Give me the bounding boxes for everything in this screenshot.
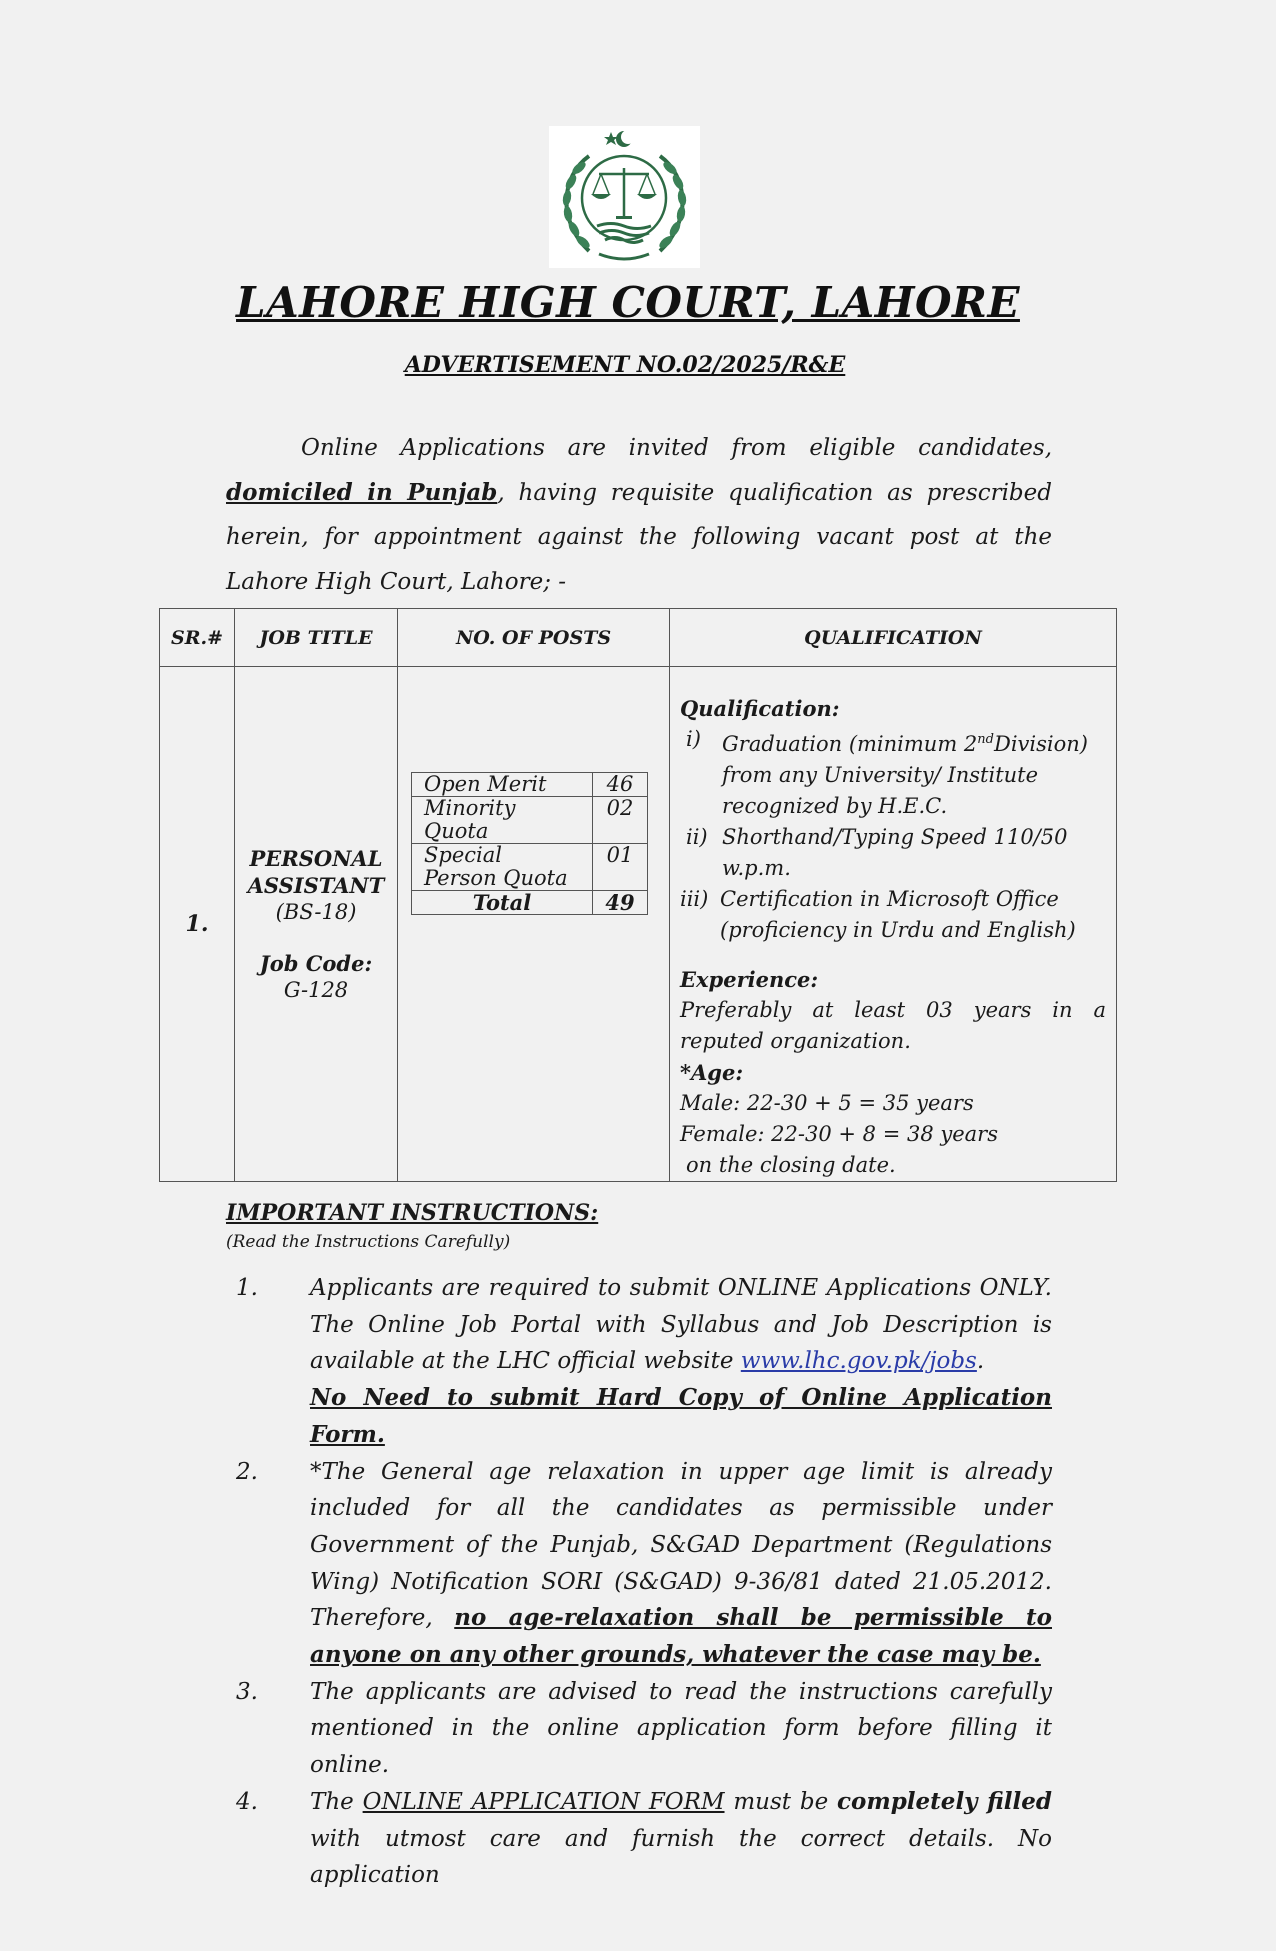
posts-cell (398, 667, 670, 1182)
list-item (230, 1784, 1052, 1894)
posts-total-row (412, 891, 648, 915)
job-title-line1: PERSONAL (249, 845, 383, 871)
item-text-3: with utmost care and furnish the correct details. No application (310, 1825, 1052, 1889)
list-item (230, 1674, 1052, 1784)
experience-heading: Experience: (680, 967, 819, 992)
header-qualification: QUALIFICATION (670, 609, 1117, 667)
item-bold: completely filled (837, 1787, 1052, 1815)
experience-line2: reputed organization. (680, 1029, 911, 1053)
qualification-marker: i) (686, 727, 701, 751)
experience-line1: Preferably at least 03 years in a (680, 998, 1106, 1022)
age-male: Male: 22-30 + 5 = 35 years (680, 1091, 974, 1115)
posts-value: 02 (593, 797, 648, 844)
intro-emphasis: domiciled in Punjab (226, 478, 498, 506)
job-code: G-128 (283, 977, 349, 1002)
qualification-text (722, 724, 1106, 822)
posts-label: Open Merit (412, 773, 593, 797)
lhc-emblem-logo (549, 126, 700, 268)
item-text: The applicants are advised to read the instructions carefully mentioned in the online application form before filling it online. (310, 1678, 1052, 1779)
qualification-heading: Qualification: (680, 696, 840, 721)
item-number: 4. (236, 1788, 258, 1815)
instructions-subheading: (Read the Instructions Carefully) (226, 1232, 511, 1252)
item-number: 3. (236, 1678, 258, 1705)
posts-total-label: Total (412, 891, 593, 915)
vacancy-table (159, 608, 1117, 1182)
posts-row (412, 797, 648, 844)
qualification-item (680, 724, 1106, 822)
item-text-2: must be (724, 1788, 838, 1815)
header-sr: SR.# (160, 609, 235, 667)
item-emphasis: No Need to submit Hard Copy of Online Application Form. (310, 1384, 1052, 1448)
age-heading: *Age: (680, 1060, 744, 1085)
posts-row (412, 844, 648, 891)
qualification-marker: iii) (680, 887, 709, 911)
qualification-text: Certification in Microsoft Office (proficiency in Urdu and English) (720, 887, 1076, 942)
item-text-end: . (976, 1348, 985, 1375)
header-job-title: JOB TITLE (235, 609, 398, 667)
intro-paragraph (226, 426, 1052, 604)
table-header-row (160, 609, 1117, 667)
intro-text-1: Online Applications are invited from eligible candidates, (301, 435, 1052, 461)
item-number: 1. (236, 1275, 258, 1301)
item-text: *The General age relaxation in upper age limit is already included for all the candidates as permissible under Government of the Punjab, S&GAD Department (Regulations Wing) Notification SORI (S&GAD) 9-36/81 dated 21.05.2012. Therefore, (310, 1458, 1052, 1632)
age-note: on the closing date. (686, 1153, 896, 1177)
job-code-label: Job Code: (259, 950, 373, 976)
job-title-cell (235, 667, 398, 1182)
item-number: 2. (236, 1458, 258, 1485)
list-item (230, 1270, 1052, 1454)
list-item (230, 1454, 1052, 1674)
scales-emblem-icon (549, 126, 700, 268)
posts-value: 46 (593, 773, 648, 797)
age-female: Female: 22-30 + 8 = 38 years (680, 1122, 998, 1146)
posts-label: Special Person Quota (412, 844, 593, 891)
instructions-heading: IMPORTANT INSTRUCTIONS: (226, 1200, 599, 1226)
page-title: LAHORE HIGH COURT, LAHORE (236, 278, 1020, 327)
job-scale: (BS-18) (275, 899, 357, 924)
item-text: Applicants are required to submit ONLINE Applications ONLY. The Online Job Portal with Syllabus and Job Description is available at the LHC official website (310, 1275, 1052, 1375)
posts-row (412, 773, 648, 797)
header-posts: NO. OF POSTS (398, 609, 670, 667)
advertisement-number: ADVERTISEMENT NO.02/2025/R&E (404, 352, 846, 378)
table-row (160, 667, 1117, 1182)
item-underlined: ONLINE APPLICATION FORM (362, 1788, 725, 1815)
intro-text-2: , having requisite qualification as prescribed herein, for appointment against the following vacant post at the Lahore High Court, Lahore; - (226, 479, 1052, 595)
qualification-text-b: Division) from any University/ Institute recognized by H.E.C. (722, 732, 1088, 818)
qualification-text-a: Graduation (minimum 2 (722, 732, 978, 756)
qualification-list (680, 724, 1106, 946)
qualification-item (680, 822, 1106, 884)
posts-total-value: 49 (593, 891, 648, 915)
posts-breakdown-table (411, 772, 648, 915)
qualification-item (680, 884, 1106, 946)
jobs-portal-link[interactable]: www.lhc.gov.pk/jobs (740, 1348, 977, 1375)
posts-value: 01 (593, 844, 648, 891)
qualification-marker: ii) (686, 825, 708, 849)
item-emphasis: no age-relaxation shall be permissible to anyone on any other grounds, whatever the case may be. (310, 1604, 1052, 1669)
qualification-sup: nd (977, 732, 994, 747)
job-title-line2: ASSISTANT (247, 872, 385, 898)
instructions-list (230, 1270, 1052, 1894)
row-sr: 1. (160, 667, 235, 1182)
qualification-text: Shorthand/Typing Speed 110/50 w.p.m. (722, 825, 1068, 880)
qualification-cell (670, 667, 1117, 1182)
item-text: The (310, 1788, 363, 1815)
posts-label: Minority Quota (412, 797, 593, 844)
